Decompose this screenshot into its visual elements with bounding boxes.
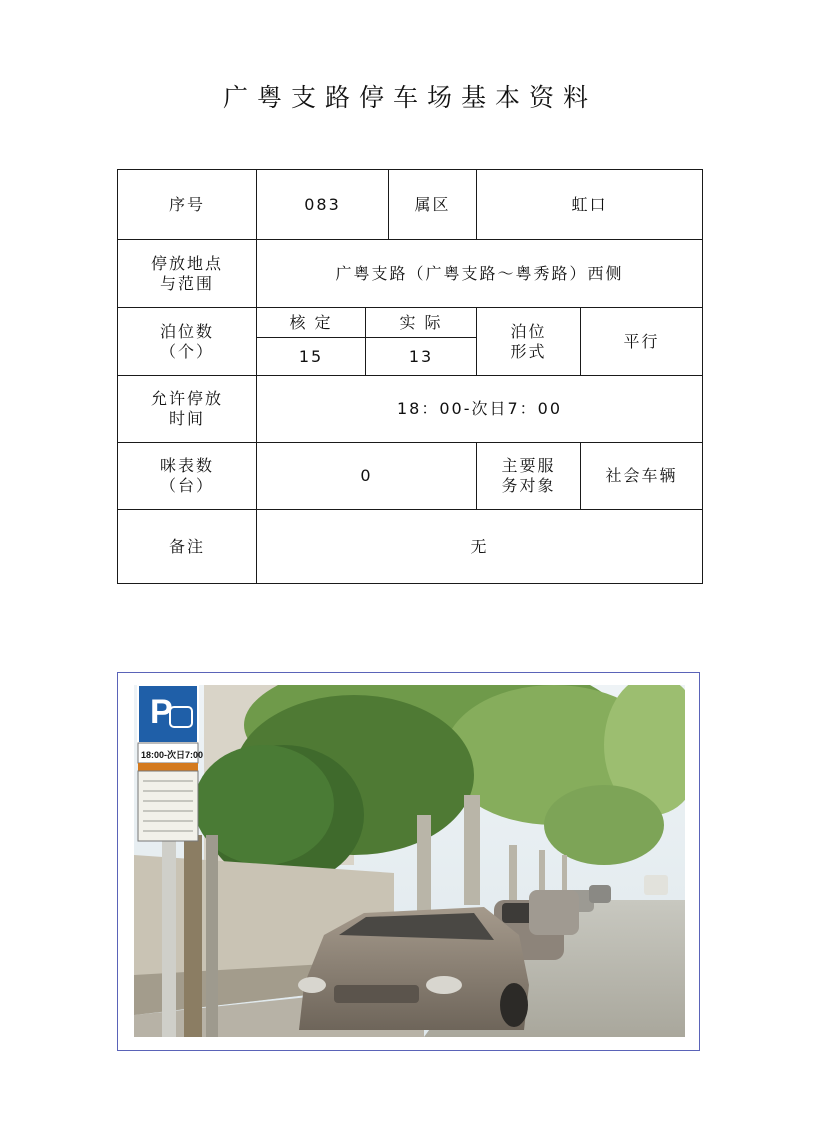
table-row	[118, 240, 703, 308]
form-value: 平行	[581, 308, 703, 376]
photo-frame	[117, 672, 700, 1051]
actual-label: 实 际	[366, 308, 477, 338]
hours-label	[118, 376, 257, 443]
approved-label: 核 定	[257, 308, 366, 338]
photo-illustration	[134, 685, 685, 1037]
remarks-value: 无	[257, 510, 703, 584]
serial-label: 序号	[118, 170, 257, 240]
service-value: 社会车辆	[581, 443, 703, 510]
parking-sign	[138, 685, 203, 841]
sign-letter: P	[150, 693, 173, 731]
approved-value: 15	[257, 338, 366, 376]
location-value: 广粤支路（广粤支路～粤秀路）西侧	[257, 240, 703, 308]
service-label-line: 务对象	[501, 476, 556, 495]
spaces-label	[118, 308, 257, 376]
form-label-line: 形式	[510, 341, 547, 361]
page-title: 广粤支路停车场基本资料	[222, 83, 597, 112]
hours-label-line: 允许停放	[150, 389, 223, 408]
street-parking-photo	[134, 685, 685, 1037]
location-label-line: 与范围	[159, 273, 214, 293]
table-row	[118, 170, 703, 240]
hours-value: 18：00-次日7：00	[257, 376, 703, 443]
meters-label	[118, 443, 257, 510]
serial-value: 083	[257, 170, 389, 240]
table-row	[118, 308, 703, 338]
meters-label-line: （台）	[159, 476, 214, 495]
meters-value: 0	[257, 443, 477, 510]
district-value: 虹口	[477, 170, 703, 240]
actual-value: 13	[366, 338, 477, 376]
hours-label-line: 时间	[168, 409, 205, 428]
table-row	[118, 510, 703, 584]
pole	[206, 835, 218, 1037]
form-label	[477, 308, 581, 376]
location-label-line: 停放地点	[150, 253, 223, 273]
table-row	[118, 376, 703, 443]
parking-info-table	[117, 169, 703, 584]
service-label-line: 主要服	[501, 456, 556, 475]
location-label	[118, 240, 257, 308]
table-row	[118, 443, 703, 510]
form-label-line: 泊位	[510, 321, 547, 341]
remarks-label: 备注	[118, 510, 257, 584]
spaces-label-line: 泊位数	[159, 321, 214, 341]
district-label: 属区	[389, 170, 477, 240]
sign-hours: 18:00-次日7:00	[141, 750, 204, 760]
service-label	[477, 443, 581, 510]
tree-trunk-foreground	[184, 835, 202, 1037]
spaces-label-line: （个）	[159, 341, 214, 361]
meters-label-line: 咪表数	[159, 456, 214, 475]
